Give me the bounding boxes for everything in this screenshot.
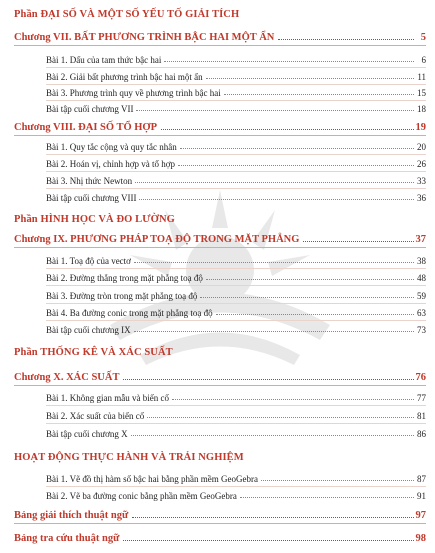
dot-leader	[123, 379, 413, 380]
dot-leader	[180, 148, 414, 149]
dot-leader	[131, 435, 414, 436]
part-title: Phần HÌNH HỌC VÀ ĐO LƯỜNG	[14, 214, 175, 225]
chapter-title: Bảng tra cứu thuật ngữ	[14, 533, 120, 544]
chapter-entry[interactable]	[14, 231, 426, 245]
chapter-title: Chương X. XÁC SUẤT	[14, 372, 120, 383]
divider	[46, 188, 426, 189]
page-number: 18	[417, 104, 426, 114]
dot-leader	[135, 182, 414, 183]
dot-leader	[147, 417, 414, 418]
dot-leader	[206, 279, 414, 280]
page-number: 59	[417, 291, 426, 301]
dot-leader	[164, 61, 414, 62]
chapter-entry[interactable]	[14, 369, 426, 383]
lesson-title: Bài 3. Đường tròn trong mặt phẳng toạ độ	[46, 291, 198, 301]
lesson-title: Bài 1. Dấu của tam thức bậc hai	[46, 55, 162, 65]
lesson-title: Bài tập cuối chương VII	[46, 104, 134, 114]
lesson-entry[interactable]	[46, 156, 426, 169]
page-number: 48	[417, 273, 426, 283]
dot-leader	[139, 199, 414, 200]
lesson-entry[interactable]	[46, 408, 426, 421]
lesson-title: Bài tập cuối chương IX	[46, 325, 131, 335]
dot-leader	[216, 314, 414, 315]
chapter-entry[interactable]	[14, 119, 426, 133]
lesson-entry[interactable]	[46, 288, 426, 301]
lesson-title: Bài 2. Vẽ ba đường conic bằng phần mềm GeoGebra	[46, 491, 237, 501]
lesson-entry[interactable]	[46, 488, 426, 501]
lesson-title: Bài tập cuối chương VIII	[46, 193, 137, 203]
part-title: Phần THỐNG KÊ VÀ XÁC SUẤT	[14, 347, 173, 358]
divider	[46, 486, 426, 487]
chapter-title: Chương IX. PHƯƠNG PHÁP TOẠ ĐỘ TRONG MẶT PHẲNG	[14, 234, 300, 245]
chapter-title: Bảng giải thích thuật ngữ	[14, 510, 129, 521]
lesson-entry[interactable]	[46, 253, 426, 266]
lesson-entry[interactable]	[46, 85, 426, 98]
lesson-title: Bài 1. Vẽ đồ thị hàm số bậc hai bằng phần mềm GeoGebra	[46, 474, 259, 484]
lesson-entry[interactable]	[46, 390, 426, 403]
chapter-entry[interactable]	[14, 530, 426, 544]
lesson-entry[interactable]	[46, 101, 426, 114]
page-number: 26	[417, 159, 426, 169]
lesson-title: Bài 3. Nhị thức Newton	[46, 176, 133, 186]
lesson-entry[interactable]	[46, 426, 426, 439]
dot-leader	[136, 110, 414, 111]
part-title: HOẠT ĐỘNG THỰC HÀNH VÀ TRẢI NGHIỆM	[14, 452, 244, 463]
lesson-entry[interactable]	[46, 173, 426, 186]
divider	[46, 268, 426, 269]
dot-leader	[134, 262, 414, 263]
dot-leader	[240, 497, 414, 498]
dot-leader	[134, 331, 414, 332]
dot-leader	[206, 78, 414, 79]
divider	[46, 285, 426, 286]
lesson-title: Bài 2. Hoán vị, chỉnh hợp và tổ hợp	[46, 159, 176, 169]
page-number: 97	[415, 510, 426, 521]
page-number: 5	[420, 32, 426, 43]
lesson-title: Bài 3. Phương trình quy về phương trình bậc hai	[46, 88, 221, 98]
chapter-title: Chương VII. BẤT PHƯƠNG TRÌNH BẬC HAI MỘT ẨN	[14, 32, 275, 43]
divider	[46, 171, 426, 172]
page-number: 76	[415, 372, 426, 383]
divider	[14, 135, 426, 136]
divider	[14, 385, 426, 386]
page-number: 38	[417, 256, 426, 266]
dot-leader	[123, 540, 413, 541]
page-number: 91	[417, 491, 426, 501]
divider	[46, 320, 426, 321]
part-title: Phần ĐẠI SỐ VÀ MỘT SỐ YẾU TỐ GIẢI TÍCH	[14, 9, 240, 20]
lesson-entry[interactable]	[46, 270, 426, 283]
lesson-entry[interactable]	[46, 190, 426, 203]
lesson-title: Bài 1. Toạ độ của vectơ	[46, 256, 131, 266]
page-number: 15	[417, 88, 426, 98]
dot-leader	[278, 39, 414, 40]
dot-leader	[261, 480, 414, 481]
dot-leader	[224, 94, 414, 95]
page-number: 98	[415, 533, 426, 544]
dot-leader	[178, 165, 414, 166]
lesson-entry[interactable]	[46, 139, 426, 152]
lesson-title: Bài 2. Xác suất của biến cố	[46, 411, 145, 421]
lesson-entry[interactable]	[46, 52, 426, 65]
dot-leader	[200, 297, 414, 298]
lesson-title: Bài tập cuối chương X	[46, 429, 128, 439]
page-number: 36	[417, 193, 426, 203]
chapter-title: Chương VIII. ĐẠI SỐ TỔ HỢP	[14, 122, 158, 133]
page-number: 86	[417, 429, 426, 439]
page-number: 73	[417, 325, 426, 335]
page-number: 19	[415, 122, 426, 133]
page-number: 37	[415, 234, 426, 245]
page-number: 63	[417, 308, 426, 318]
divider	[46, 303, 426, 304]
lesson-entry[interactable]	[46, 471, 426, 484]
page-number: 11	[417, 72, 426, 82]
lesson-entry[interactable]	[46, 322, 426, 335]
page-number: 77	[417, 393, 426, 403]
lesson-title: Bài 2. Đường thẳng trong mặt phẳng toạ độ	[46, 273, 203, 283]
page-number: 87	[417, 474, 426, 484]
divider	[46, 423, 426, 424]
page-number: 6	[421, 55, 426, 65]
chapter-entry[interactable]	[14, 29, 426, 43]
divider	[14, 247, 426, 248]
dot-leader	[303, 241, 413, 242]
dot-leader	[172, 399, 414, 400]
divider	[14, 523, 426, 524]
divider	[46, 405, 426, 406]
dot-leader	[161, 129, 413, 130]
lesson-entry[interactable]	[46, 305, 426, 318]
lesson-title: Bài 4. Ba đường conic trong mặt phẳng toạ độ	[46, 308, 213, 318]
page-number: 33	[417, 176, 426, 186]
divider	[14, 45, 426, 46]
lesson-title: Bài 1. Quy tắc cộng và quy tắc nhân	[46, 142, 177, 152]
divider	[46, 154, 426, 155]
lesson-entry[interactable]	[46, 69, 426, 82]
page-number: 81	[417, 411, 426, 421]
lesson-title: Bài 2. Giải bất phương trình bậc hai một ẩn	[46, 72, 203, 82]
chapter-entry[interactable]	[14, 507, 426, 521]
page-number: 20	[417, 142, 426, 152]
lesson-title: Bài 1. Không gian mẫu và biến cố	[46, 393, 169, 403]
divider	[46, 67, 426, 68]
dot-leader	[132, 517, 413, 518]
